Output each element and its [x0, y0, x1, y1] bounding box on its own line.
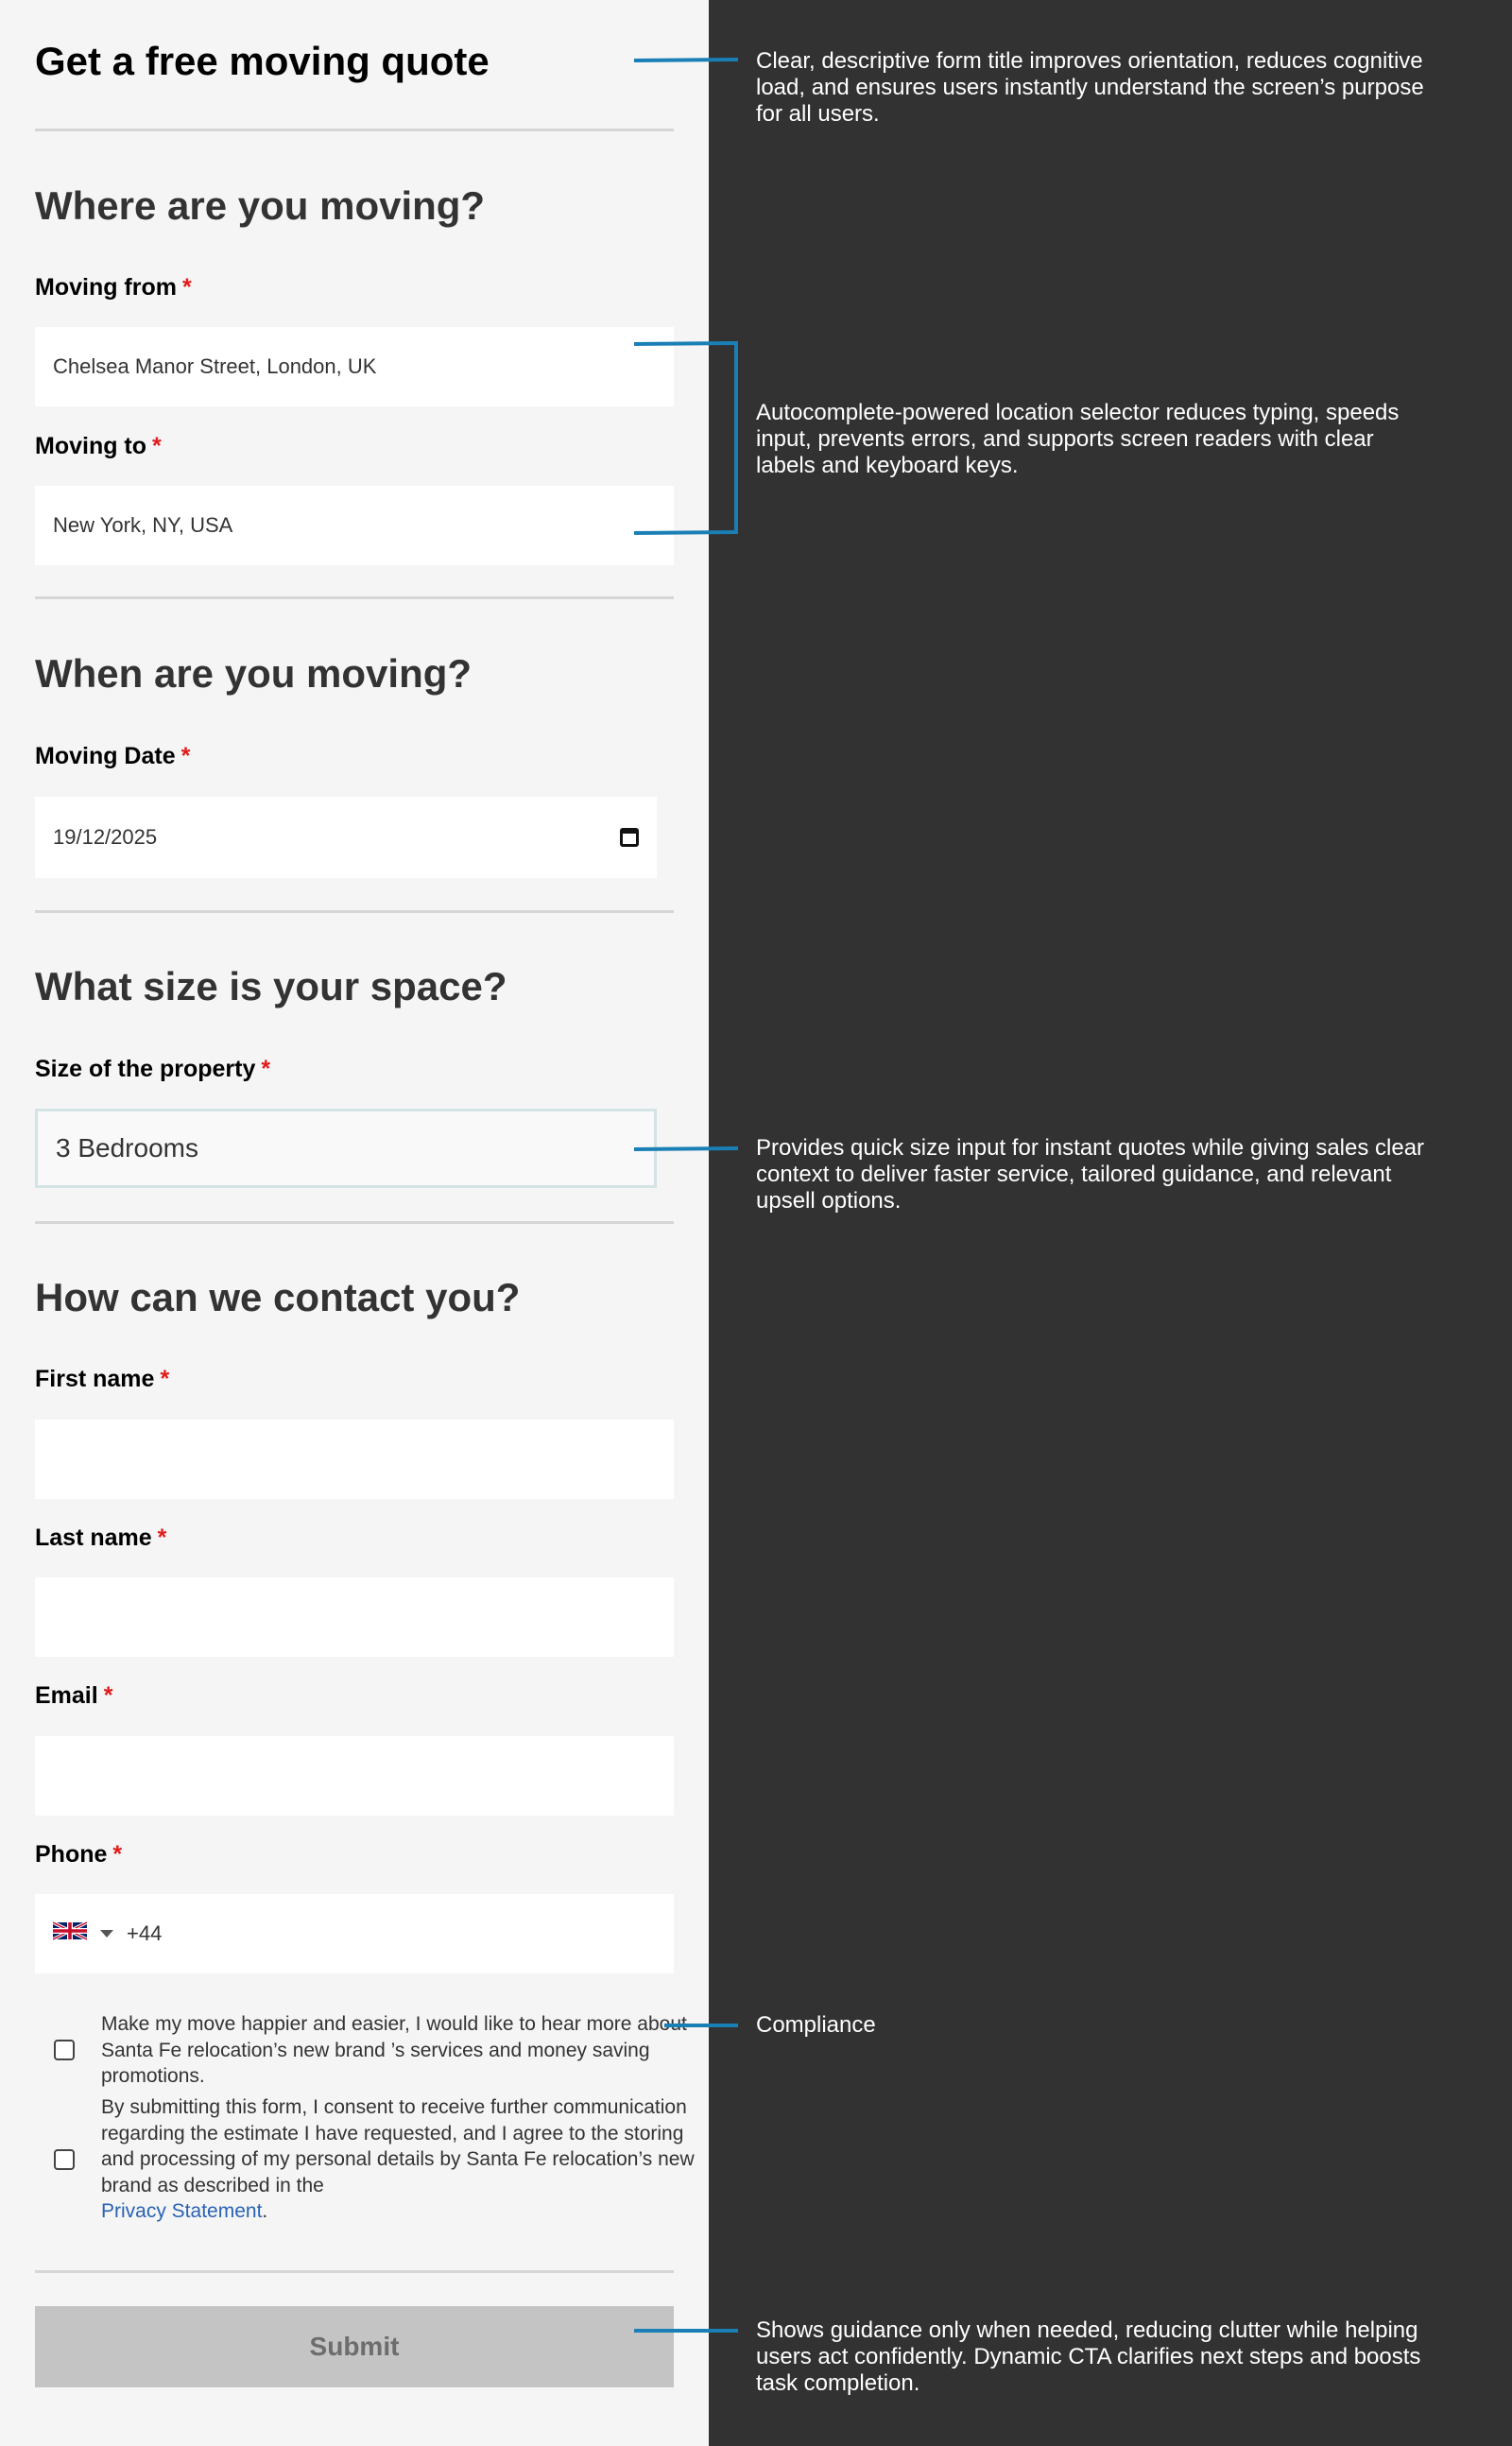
annotation-title: Clear, descriptive form title improves orientation, reduces cognitive load, and ensures users instantly understand the screen’s purpose for all users. — [756, 48, 1424, 127]
required-marker: * — [112, 1841, 123, 1868]
required-marker: * — [261, 1056, 271, 1082]
section-heading-where: Where are you moving? — [35, 183, 486, 228]
annotation-compliance: Compliance — [756, 2012, 876, 2038]
connector-location — [634, 343, 736, 533]
privacy-consent-text: By submitting this form, I consent to receive further communication regarding the estimate I have requested, and I agree to the storing and processing of my personal details by Santa Fe relocation’s new brand as described in the Privacy Statement. — [101, 2096, 695, 2222]
moving-to-value: New York, NY, USA — [53, 513, 233, 537]
section-heading-contact: How can we contact you? — [35, 1275, 521, 1319]
moving-from-value: Chelsea Manor Street, London, UK — [53, 354, 377, 378]
email-label: Email * — [35, 1682, 113, 1709]
required-marker: * — [157, 1524, 167, 1551]
required-marker: * — [180, 743, 191, 769]
annotation-submit: Shows guidance only when needed, reducing clutter while helping users act confidently. Dynamic CTA clarifies next steps and boosts task completion. — [756, 2317, 1421, 2396]
moving-to-label: Moving to * — [35, 433, 162, 459]
phone-country-code: +44 — [127, 1921, 163, 1945]
marketing-consent-text: Make my move happier and easier, I would like to hear more about Santa Fe relocation’s new brand ’s services and money saving promotions. — [101, 2013, 687, 2087]
section-heading-when: When are you moving? — [35, 651, 472, 696]
annotation-location: Autocomplete-powered location selector reduces typing, speeds input, prevents errors, and supports screen readers with clear labels and keyboard keys. — [756, 400, 1400, 478]
section-heading-size: What size is your space? — [35, 964, 507, 1008]
required-marker: * — [160, 1366, 170, 1392]
page-title: Get a free moving quote — [35, 39, 490, 83]
phone-label: Phone * — [35, 1841, 123, 1868]
connector-size — [634, 1148, 738, 1149]
moving-date-label: Moving Date * — [35, 743, 191, 769]
annotation-size: Provides quick size input for instant quotes while giving sales clear context to deliver faster service, tailored guidance, and relevant upsell options. — [756, 1135, 1425, 1214]
last-name-label: Last name * — [35, 1524, 167, 1551]
moving-from-label: Moving from * — [35, 274, 192, 301]
first-name-label: First name * — [35, 1366, 170, 1392]
property-size-value: 3 Bedrooms — [56, 1133, 198, 1163]
privacy-statement-link[interactable]: Privacy Statement — [101, 2200, 263, 2222]
moving-date-value: 19/12/2025 — [53, 825, 158, 849]
property-size-label: Size of the property * — [35, 1056, 271, 1082]
required-marker: * — [182, 274, 192, 301]
required-marker: * — [152, 433, 162, 459]
submit-button[interactable]: Submit — [35, 2306, 674, 2387]
required-marker: * — [103, 1682, 113, 1709]
